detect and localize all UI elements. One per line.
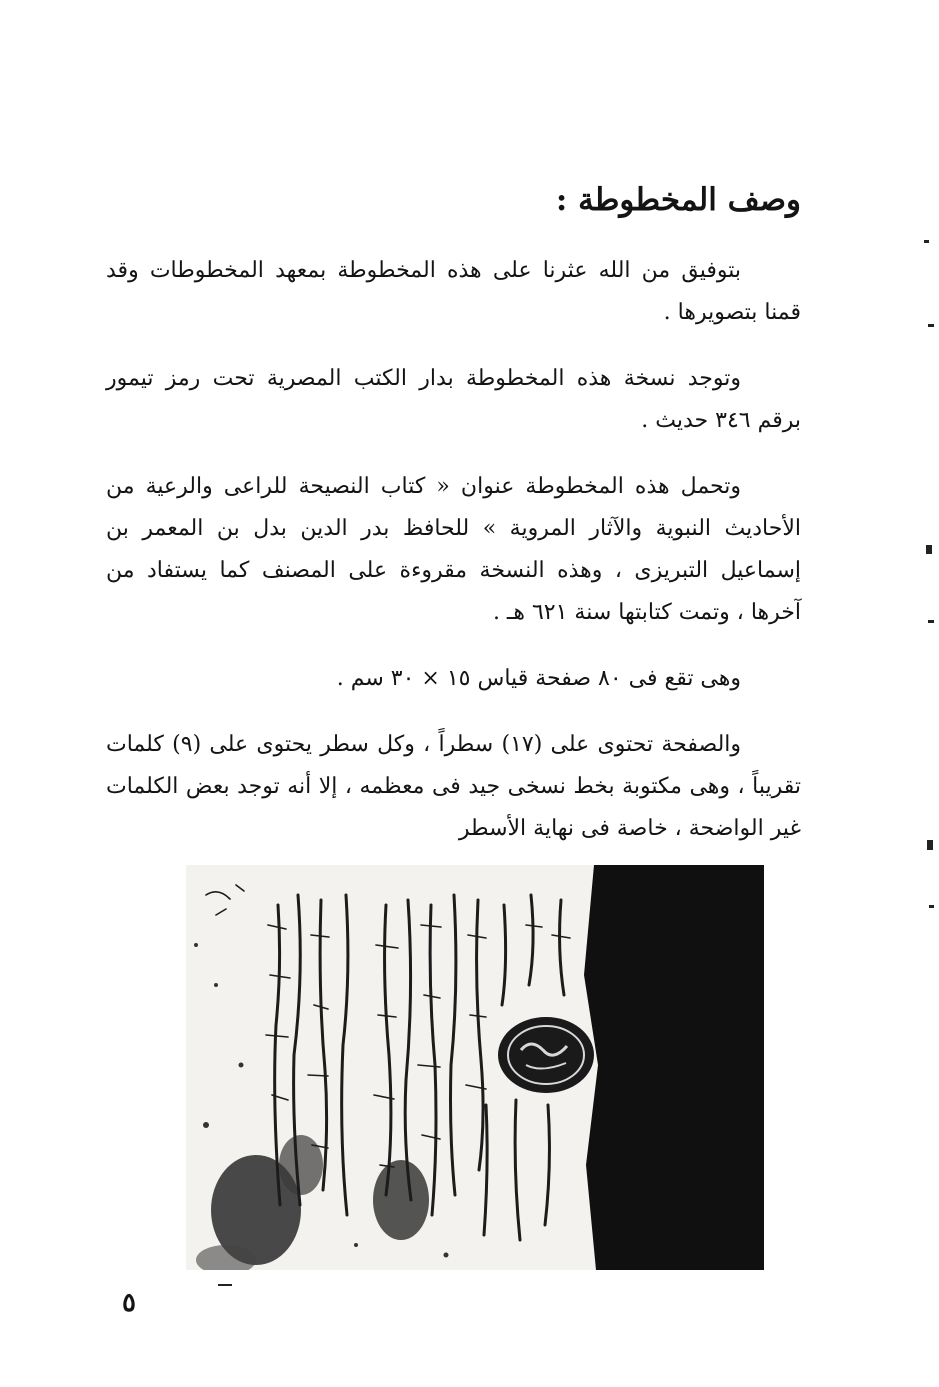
scan-mark	[928, 324, 934, 327]
scan-mark	[929, 905, 934, 908]
manuscript-title-page-icon	[186, 865, 764, 1270]
scan-mark	[924, 240, 929, 243]
section-heading: وصف المخطوطة :	[555, 182, 801, 218]
scan-mark	[927, 840, 933, 850]
paragraph-copy-location: وتوجد نسخة هذه المخطوطة بدار الكتب المصرية تحت رمز تيمور برقم ٣٤٦ حديث .	[106, 366, 801, 433]
scan-mark	[218, 1284, 232, 1286]
page-number: ٥	[122, 1288, 136, 1318]
paragraph-title-author: وتحمل هذه المخطوطة عنوان « كتاب النصيحة للراعى والرعية من الأحاديث النبوية والآثار المروية » للحافظ بدر الدين بدل بن المعمر بن إسماعيل التبريزى ، وهذه النسخة مقروءة على المصنف كما يستفاد من آخرها ، وتمت كتابتها سنة ٦٢١ هـ .	[106, 474, 801, 625]
manuscript-photo	[186, 865, 764, 1270]
scan-mark	[928, 620, 934, 623]
paragraph-discovery: بتوفيق من الله عثرنا على هذه المخطوطة بمعهد المخطوطات وقد قمنا بتصويرها .	[106, 258, 801, 325]
paragraph-size: وهى تقع فى ٨٠ صفحة قياس ١٥ × ٣٠ سم .	[336, 666, 741, 691]
paragraph-lines-script: والصفحة تحتوى على (١٧) سطراً ، وكل سطر يحتوى على (٩) كلمات تقريباً ، وهى مكتوبة بخط نسخى جيد فى معظمه ، إلا أنه توجد بعض الكلمات غير الواضحة ، خاصة فى نهاية الأسطر	[106, 732, 801, 841]
body-text	[106, 250, 801, 850]
scan-mark	[926, 545, 932, 554]
